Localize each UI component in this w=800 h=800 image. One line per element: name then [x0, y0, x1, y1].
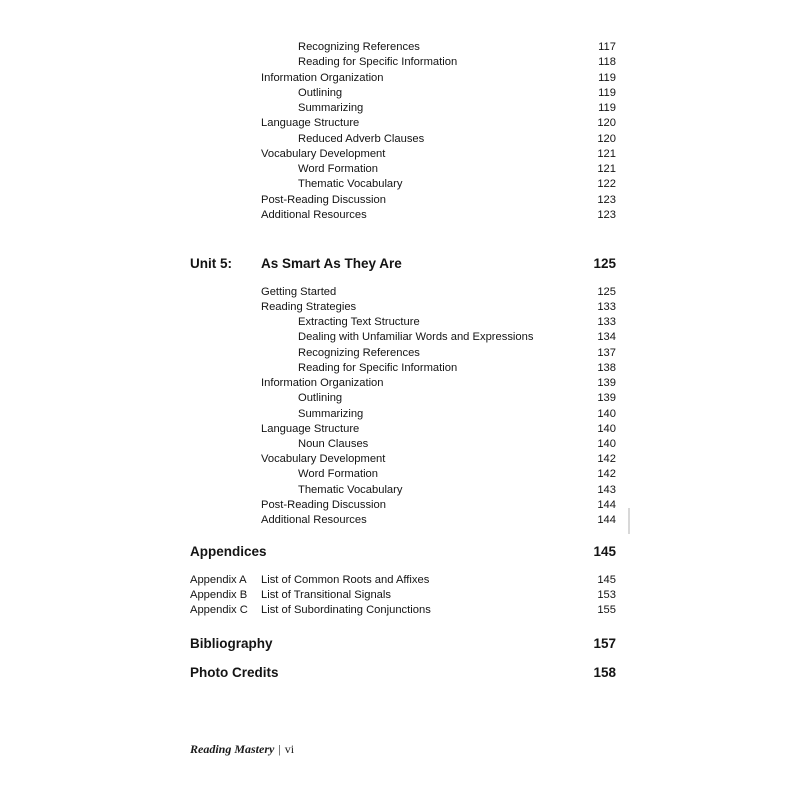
page-edge-divider [628, 508, 630, 534]
toc-entry-page: 133 [597, 301, 616, 313]
toc-entry [0, 207, 800, 223]
toc-entry-page: 139 [597, 392, 616, 404]
appendix-label: List of Common Roots and Affixes [261, 574, 430, 586]
toc-entry-page: 134 [597, 331, 616, 343]
toc-entry [0, 482, 800, 498]
toc-entry-page: 119 [598, 102, 616, 114]
toc-entry-page: 125 [597, 286, 616, 298]
toc-entry-page: 137 [597, 347, 616, 359]
toc-entry [0, 466, 800, 482]
toc-entry [0, 451, 800, 467]
toc-entry-page: 122 [597, 178, 616, 190]
appendix-code: Appendix B [190, 589, 248, 601]
toc-entry-label: Outlining [298, 87, 343, 99]
toc-entry-label: Reduced Adverb Clauses [298, 133, 425, 145]
toc-entry-label: Word Formation [298, 163, 378, 175]
unit-page: 125 [593, 256, 616, 271]
toc-entry-page: 121 [597, 148, 616, 160]
appendix-page: 153 [597, 589, 616, 601]
appendix-entry [0, 572, 800, 588]
appendix-label: List of Transitional Signals [261, 589, 391, 601]
toc-entry-label: Thematic Vocabulary [298, 178, 403, 190]
toc-entry-page: 119 [598, 87, 616, 99]
toc-entry-page: 143 [597, 484, 616, 496]
toc-entry [0, 192, 800, 208]
toc-entry [0, 345, 800, 361]
toc-entry [0, 284, 800, 300]
toc-entry-label: Information Organization [261, 72, 384, 84]
toc-entry-page: 123 [597, 209, 616, 221]
toc-entry-label: Post-Reading Discussion [261, 499, 386, 511]
toc-entry-page: 138 [597, 362, 616, 374]
toc-entry-label: Noun Clauses [298, 438, 369, 450]
bibliography-label: Bibliography [190, 636, 273, 651]
unit-title: As Smart As They Are [261, 256, 402, 271]
toc-entry-label: Additional Resources [261, 209, 367, 221]
toc-entry-label: Extracting Text Structure [298, 316, 420, 328]
toc-entry-page: 144 [597, 499, 616, 511]
toc-entry-label: Getting Started [261, 286, 337, 298]
toc-entry [0, 100, 800, 116]
toc-entry [0, 375, 800, 391]
appendix-code: Appendix A [190, 574, 247, 586]
toc-entry-label: Recognizing References [298, 347, 420, 359]
footer-separator: | [278, 742, 281, 756]
appendices-page: 145 [593, 544, 616, 559]
toc-entry [0, 406, 800, 422]
toc-entry [0, 161, 800, 177]
toc-entry [0, 146, 800, 162]
toc-entry-label: Summarizing [298, 102, 364, 114]
toc-entry-label: Language Structure [261, 117, 360, 129]
toc-entry [0, 131, 800, 147]
toc-entry-label: Reading Strategies [261, 301, 357, 313]
toc-entry-label: Dealing with Unfamiliar Words and Expressions [298, 331, 534, 343]
toc-entry [0, 497, 800, 513]
toc-entry [0, 421, 800, 437]
toc-entry-label: Information Organization [261, 377, 384, 389]
photo-credits-label: Photo Credits [190, 665, 279, 680]
toc-entry-label: Reading for Specific Information [298, 362, 458, 374]
appendix-entry [0, 587, 800, 603]
toc-entry-label: Vocabulary Development [261, 148, 386, 160]
toc-entry [0, 176, 800, 192]
toc-entry [0, 85, 800, 101]
appendix-page: 145 [597, 574, 616, 586]
footer-page-number: vi [284, 742, 295, 756]
toc-entry-page: 142 [597, 453, 616, 465]
appendices-heading [0, 542, 800, 562]
toc-entry-page: 140 [597, 408, 616, 420]
toc-entry-page: 117 [598, 41, 616, 53]
appendices-label: Appendices [190, 544, 267, 559]
toc-entry-label: Reading for Specific Information [298, 56, 458, 68]
toc-entry [0, 360, 800, 376]
bibliography-page: 157 [593, 636, 616, 651]
toc-entry [0, 299, 800, 315]
toc-entry [0, 512, 800, 528]
toc-entry-page: 118 [598, 56, 616, 68]
toc-entry-page: 123 [597, 194, 616, 206]
toc-entry [0, 436, 800, 452]
toc-entry [0, 70, 800, 86]
footer-brand: Reading Mastery [190, 742, 275, 756]
toc-entry-page: 140 [597, 438, 616, 450]
toc-entry-label: Thematic Vocabulary [298, 484, 403, 496]
toc-entry [0, 115, 800, 131]
photo-credits-page: 158 [593, 665, 616, 680]
toc-entry-label: Word Formation [298, 468, 378, 480]
toc-entry-page: 120 [597, 117, 616, 129]
toc-entry-label: Summarizing [298, 408, 364, 420]
toc-entry [0, 314, 800, 330]
toc-entry-label: Recognizing References [298, 41, 420, 53]
toc-entry-label: Language Structure [261, 423, 360, 435]
unit-label: Unit 5: [190, 256, 232, 271]
toc-entry [0, 390, 800, 406]
appendix-label: List of Subordinating Conjunctions [261, 604, 431, 616]
toc-entry-page: 140 [597, 423, 616, 435]
toc-entry-page: 120 [597, 133, 616, 145]
toc-entry-label: Post-Reading Discussion [261, 194, 386, 206]
toc-entry-label: Outlining [298, 392, 343, 404]
toc-entry-page: 121 [597, 163, 616, 175]
toc-entry-label: Additional Resources [261, 514, 367, 526]
bibliography-heading [0, 634, 800, 654]
appendix-page: 155 [597, 604, 616, 616]
appendix-code: Appendix C [190, 604, 248, 616]
toc-entry [0, 54, 800, 70]
toc-entry-page: 142 [597, 468, 616, 480]
toc-entry-page: 133 [597, 316, 616, 328]
unit-heading [0, 254, 800, 274]
toc-entry-page: 139 [597, 377, 616, 389]
photo-credits-heading [0, 663, 800, 683]
toc-entry-page: 119 [598, 72, 616, 84]
toc-entry-label: Vocabulary Development [261, 453, 386, 465]
appendix-entry [0, 602, 800, 618]
toc-entry [0, 39, 800, 55]
page-footer [190, 742, 294, 757]
toc-entry [0, 329, 800, 345]
toc-entry-page: 144 [597, 514, 616, 526]
